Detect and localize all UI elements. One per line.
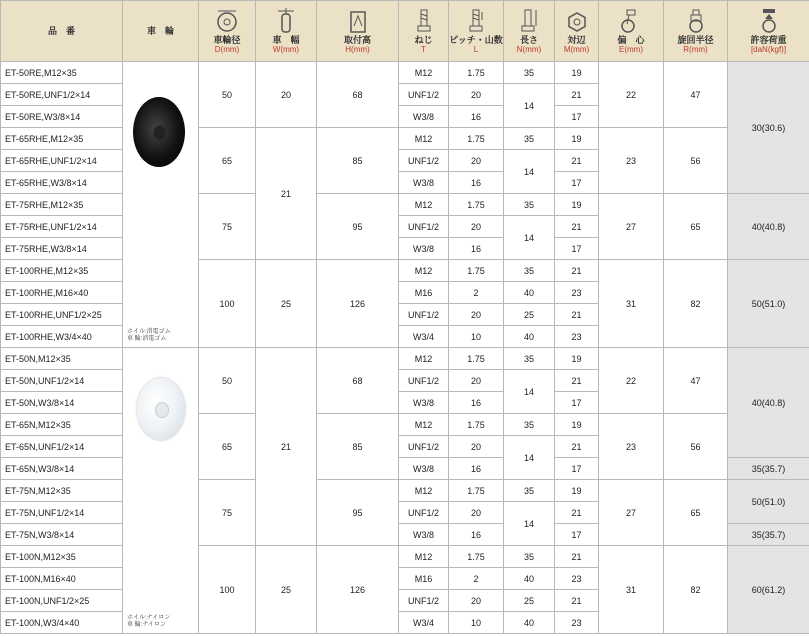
pitch-value: 1.75 [449, 62, 504, 84]
across-value: 21 [555, 216, 599, 238]
screw-value: UNF1/2 [399, 84, 449, 106]
pitch-value: 1.75 [449, 194, 504, 216]
screw-value: W3/8 [399, 172, 449, 194]
screw-icon [412, 8, 436, 34]
radius-value: 65 [664, 480, 728, 546]
header-offset: 偏 心 E(mm) [599, 1, 664, 62]
wheel-image-cell [123, 348, 199, 634]
header-row [1, 1, 809, 62]
header-length: 長さ N(mm) [504, 1, 555, 62]
radius-value: 47 [664, 62, 728, 128]
offset-value: 31 [599, 546, 664, 634]
diameter-value: 50 [199, 348, 256, 414]
product-code: ET-50RE,W3/8×14 [1, 106, 123, 128]
radius-value: 82 [664, 260, 728, 348]
across-value: 21 [555, 436, 599, 458]
product-code: ET-75N,M12×35 [1, 480, 123, 502]
pitch-value: 20 [449, 370, 504, 392]
screw-value: M12 [399, 194, 449, 216]
table-row [1, 348, 809, 370]
radius-value: 56 [664, 414, 728, 480]
pitch-value: 2 [449, 568, 504, 590]
length-value: 14 [504, 370, 555, 414]
pitch-value: 16 [449, 106, 504, 128]
diameter-value: 75 [199, 194, 256, 260]
height-value: 85 [317, 414, 399, 480]
screw-value: W3/4 [399, 326, 449, 348]
header-diameter: 車輪径 D(mm) [199, 1, 256, 62]
across-value: 19 [555, 348, 599, 370]
screw-value: W3/8 [399, 238, 449, 260]
across-value: 17 [555, 106, 599, 128]
across-value: 21 [555, 546, 599, 568]
diameter-value: 65 [199, 128, 256, 194]
header-across: 対辺 M(mm) [555, 1, 599, 62]
pitch-value: 16 [449, 524, 504, 546]
pitch-value: 1.75 [449, 348, 504, 370]
product-code: ET-100RHE,W3/4×40 [1, 326, 123, 348]
across-value: 17 [555, 524, 599, 546]
length-value: 35 [504, 62, 555, 84]
screw-value: W3/4 [399, 612, 449, 634]
pitch-value: 1.75 [449, 546, 504, 568]
load-value: 35(35.7) [728, 458, 809, 480]
product-code: ET-75RHE,UNF1/2×14 [1, 216, 123, 238]
height-value: 126 [317, 546, 399, 634]
length-value: 40 [504, 612, 555, 634]
length-value: 14 [504, 84, 555, 128]
pitch-value: 20 [449, 590, 504, 612]
caster-offset-icon [619, 8, 643, 34]
pitch-value: 1.75 [449, 414, 504, 436]
header-height: 取付高 H(mm) [317, 1, 399, 62]
pitch-value: 20 [449, 216, 504, 238]
screw-value: W3/8 [399, 392, 449, 414]
length-value: 35 [504, 260, 555, 282]
pitch-value: 20 [449, 502, 504, 524]
load-value: 50(51.0) [728, 260, 809, 348]
load-value: 40(40.8) [728, 194, 809, 260]
length-value: 40 [504, 282, 555, 304]
offset-value: 22 [599, 62, 664, 128]
table-row [1, 62, 809, 84]
screw-value: M12 [399, 348, 449, 370]
product-code: ET-75RHE,M12×35 [1, 194, 123, 216]
product-code: ET-50N,M12×35 [1, 348, 123, 370]
across-value: 21 [555, 590, 599, 612]
diameter-value: 75 [199, 480, 256, 546]
across-value: 17 [555, 392, 599, 414]
material-note: ホイル:消電ゴム 車 輪:消電ゴム [127, 329, 171, 342]
length-value: 35 [504, 546, 555, 568]
material-note: ホイル:ナイロン 車 輪:ナイロン [127, 615, 171, 628]
offset-value: 31 [599, 260, 664, 348]
screw-value: M12 [399, 260, 449, 282]
header-screw: ねじ T [399, 1, 449, 62]
offset-value: 27 [599, 480, 664, 546]
length-value: 35 [504, 480, 555, 502]
across-value: 21 [555, 150, 599, 172]
screw-value: M12 [399, 128, 449, 150]
pitch-value: 20 [449, 304, 504, 326]
diameter-value: 65 [199, 414, 256, 480]
screw-value: W3/8 [399, 458, 449, 480]
pitch-value: 1.75 [449, 260, 504, 282]
across-value: 21 [555, 260, 599, 282]
across-value: 19 [555, 194, 599, 216]
wheel-image-cell [123, 62, 199, 348]
product-code: ET-65RHE,UNF1/2×14 [1, 150, 123, 172]
screw-value: UNF1/2 [399, 370, 449, 392]
height-value: 68 [317, 348, 399, 414]
wheel-width-icon [274, 8, 298, 34]
screw-value: M16 [399, 568, 449, 590]
across-value: 19 [555, 480, 599, 502]
across-value: 23 [555, 282, 599, 304]
across-value: 17 [555, 172, 599, 194]
length-value: 14 [504, 216, 555, 260]
diameter-value: 50 [199, 62, 256, 128]
product-code: ET-65N,M12×35 [1, 414, 123, 436]
height-value: 68 [317, 62, 399, 128]
screw-value: UNF1/2 [399, 502, 449, 524]
pitch-value: 10 [449, 326, 504, 348]
header-width: 車 幅 W(mm) [256, 1, 317, 62]
across-value: 19 [555, 414, 599, 436]
header-load: 許容荷重 [daN(kgf)] [728, 1, 809, 62]
offset-value: 27 [599, 194, 664, 260]
radius-value: 65 [664, 194, 728, 260]
pitch-value: 1.75 [449, 128, 504, 150]
offset-value: 23 [599, 414, 664, 480]
diameter-value: 100 [199, 260, 256, 348]
product-code: ET-50RE,UNF1/2×14 [1, 84, 123, 106]
screw-value: M12 [399, 546, 449, 568]
length-value: 35 [504, 348, 555, 370]
load-weight-icon [757, 8, 781, 34]
height-value: 95 [317, 480, 399, 546]
across-value: 21 [555, 502, 599, 524]
product-code: ET-100N,M12×35 [1, 546, 123, 568]
load-value: 30(30.6) [728, 62, 809, 194]
radius-value: 56 [664, 128, 728, 194]
length-value: 35 [504, 194, 555, 216]
product-code: ET-100N,UNF1/2×25 [1, 590, 123, 612]
white-nylon-wheel-image [137, 378, 185, 440]
load-value: 40(40.8) [728, 348, 809, 458]
screw-value: M12 [399, 480, 449, 502]
pitch-value: 2 [449, 282, 504, 304]
across-value: 21 [555, 84, 599, 106]
across-value: 23 [555, 612, 599, 634]
screw-value: W3/8 [399, 524, 449, 546]
across-value: 21 [555, 304, 599, 326]
product-code: ET-65N,W3/8×14 [1, 458, 123, 480]
length-value: 40 [504, 326, 555, 348]
load-value: 35(35.7) [728, 524, 809, 546]
pitch-value: 16 [449, 392, 504, 414]
pitch-value: 10 [449, 612, 504, 634]
pitch-value: 20 [449, 84, 504, 106]
header-pitch: ピッチ・山数 L [449, 1, 504, 62]
radius-value: 47 [664, 348, 728, 414]
length-value: 25 [504, 590, 555, 612]
swivel-radius-icon [684, 8, 708, 34]
screw-value: M12 [399, 62, 449, 84]
screw-value: M16 [399, 282, 449, 304]
product-code: ET-100RHE,M12×35 [1, 260, 123, 282]
header-code: 品 番 [1, 1, 123, 62]
length-value: 14 [504, 436, 555, 480]
product-code: ET-50RE,M12×35 [1, 62, 123, 84]
product-code: ET-100RHE,M16×40 [1, 282, 123, 304]
product-code: ET-50N,W3/8×14 [1, 392, 123, 414]
product-code: ET-100RHE,UNF1/2×25 [1, 304, 123, 326]
product-code: ET-65RHE,M12×35 [1, 128, 123, 150]
across-value: 19 [555, 128, 599, 150]
offset-value: 22 [599, 348, 664, 414]
hex-nut-icon [565, 8, 589, 34]
pitch-value: 20 [449, 150, 504, 172]
product-code: ET-50N,UNF1/2×14 [1, 370, 123, 392]
product-code: ET-75N,UNF1/2×14 [1, 502, 123, 524]
length-value: 40 [504, 568, 555, 590]
width-value: 21 [256, 128, 317, 260]
screw-value: UNF1/2 [399, 150, 449, 172]
width-value: 25 [256, 260, 317, 348]
across-value: 17 [555, 458, 599, 480]
header-wheel: 車 輪 [123, 1, 199, 62]
header-radius: 旋回半径 R(mm) [664, 1, 728, 62]
pitch-value: 16 [449, 172, 504, 194]
offset-value: 23 [599, 128, 664, 194]
screw-value: UNF1/2 [399, 590, 449, 612]
height-value: 85 [317, 128, 399, 194]
length-value: 14 [504, 150, 555, 194]
across-value: 19 [555, 62, 599, 84]
product-code: ET-100N,W3/4×40 [1, 612, 123, 634]
product-code: ET-65RHE,W3/8×14 [1, 172, 123, 194]
black-rubber-wheel-image [133, 97, 185, 167]
height-value: 126 [317, 260, 399, 348]
across-value: 21 [555, 370, 599, 392]
pitch-value: 16 [449, 238, 504, 260]
mount-height-icon [346, 8, 370, 34]
screw-value: UNF1/2 [399, 216, 449, 238]
radius-value: 82 [664, 546, 728, 634]
load-value: 60(61.2) [728, 546, 809, 634]
pitch-value: 16 [449, 458, 504, 480]
product-code: ET-100N,M16×40 [1, 568, 123, 590]
across-value: 17 [555, 238, 599, 260]
product-code: ET-75N,W3/8×14 [1, 524, 123, 546]
product-code: ET-75RHE,W3/8×14 [1, 238, 123, 260]
pitch-value: 20 [449, 436, 504, 458]
screw-value: W3/8 [399, 106, 449, 128]
width-value: 21 [256, 348, 317, 546]
wheel-diameter-icon [215, 8, 239, 34]
across-value: 23 [555, 568, 599, 590]
length-value: 35 [504, 128, 555, 150]
load-value: 50(51.0) [728, 480, 809, 524]
screw-value: UNF1/2 [399, 436, 449, 458]
length-value: 14 [504, 502, 555, 546]
diameter-value: 100 [199, 546, 256, 634]
height-value: 95 [317, 194, 399, 260]
screw-value: UNF1/2 [399, 304, 449, 326]
width-value: 25 [256, 546, 317, 634]
product-code: ET-65N,UNF1/2×14 [1, 436, 123, 458]
stem-length-icon [517, 8, 541, 34]
length-value: 35 [504, 414, 555, 436]
across-value: 23 [555, 326, 599, 348]
thread-pitch-icon [464, 8, 488, 34]
length-value: 25 [504, 304, 555, 326]
pitch-value: 1.75 [449, 480, 504, 502]
width-value: 20 [256, 62, 317, 128]
screw-value: M12 [399, 414, 449, 436]
